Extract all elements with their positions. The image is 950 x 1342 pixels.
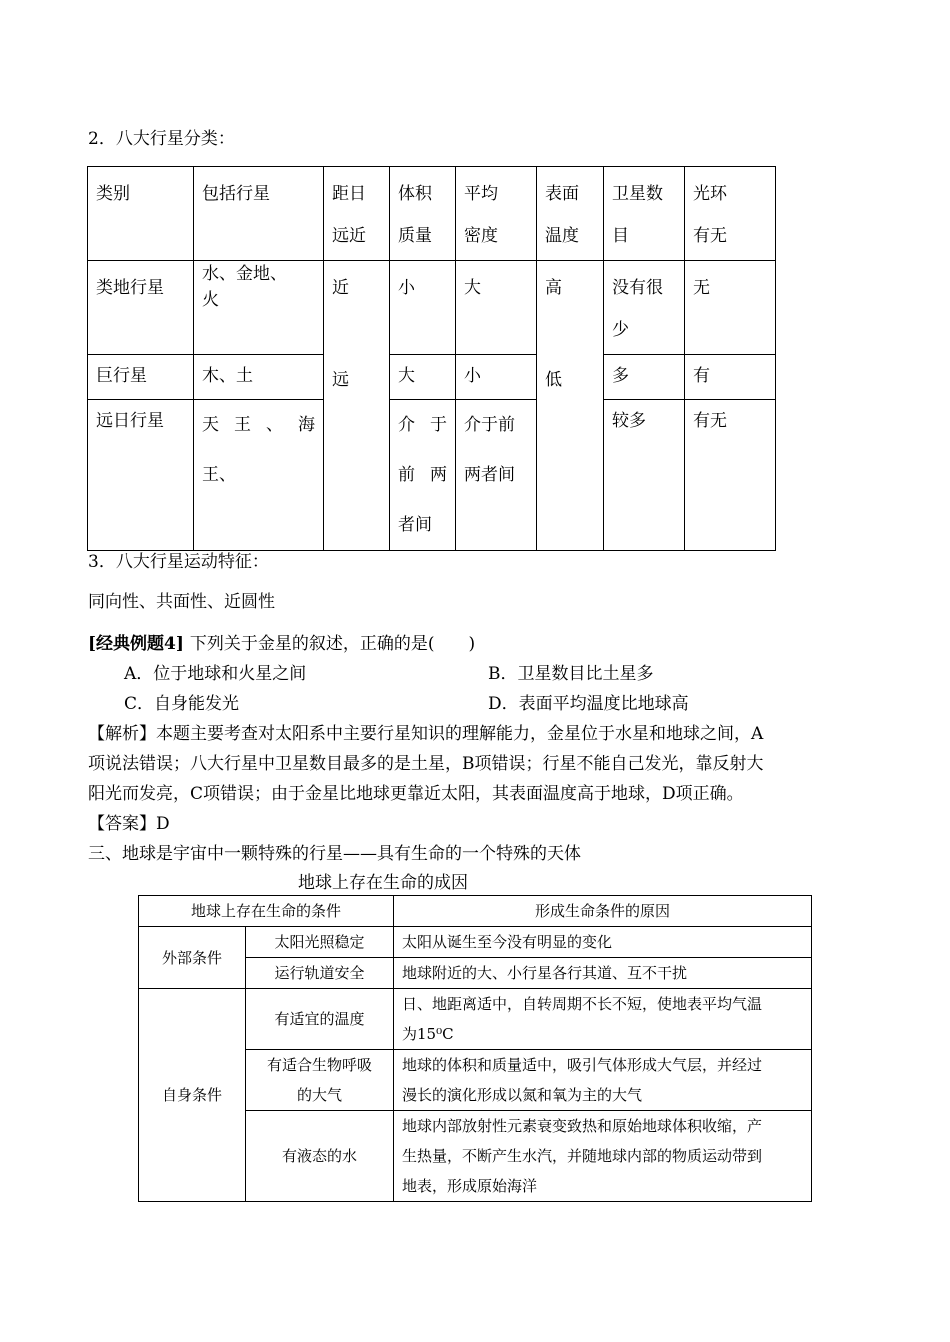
table-row-giant	[88, 355, 776, 400]
header-rings: 光环 有无	[685, 167, 776, 261]
analysis-line-2: 项说法错误；八大行星中卫星数目最多的是土星，B项错误；行星不能自己发光，靠反射大	[88, 754, 764, 774]
reason-cell: 地球的体积和质量适中，吸引气体形成大气层，并经过 漫长的演化形成以氮和氧为主的大气	[394, 1050, 812, 1111]
life-row-sunlight	[139, 927, 812, 958]
cell-planets: 水、金地、 火	[194, 261, 324, 355]
life-table-caption: 地球上存在生命的成因	[298, 873, 468, 893]
header-reasons: 形成生命条件的原因	[394, 896, 812, 927]
option-c: C．自身能发光	[124, 694, 240, 714]
cell-density: 小	[456, 355, 537, 400]
reason-cell: 地球附近的大、小行星各行其道、互不干扰	[394, 958, 812, 989]
analysis-line-3: 阳光而发亮，C项错误；由于金星比地球更靠近太阳，其表面温度高于地球，D项正确。	[88, 784, 744, 804]
cell-volume: 大	[390, 355, 456, 400]
cell-rings: 有	[685, 355, 776, 400]
header-conditions: 地球上存在生命的条件	[139, 896, 394, 927]
reason-cell: 地球内部放射性元素衰变致热和原始地球体积收缩，产 生热量，不断产生水汽，并随地球内部的物质运动带到 地表，形成原始海洋	[394, 1111, 812, 1202]
table-header-row	[88, 167, 776, 261]
header-volume-mass: 体积 质量	[390, 167, 456, 261]
option-a: A．位于地球和火星之间	[124, 664, 307, 684]
condition-cell: 太阳光照稳定	[246, 927, 394, 958]
example-question	[88, 633, 475, 655]
cell-category: 类地行星	[88, 261, 194, 355]
header-density: 平均 密度	[456, 167, 537, 261]
section-3-body: 同向性、共面性、近圆性	[88, 592, 275, 612]
section-2-title: 2．八大行星分类：	[88, 129, 235, 149]
section-three-heading: 三、地球是宇宙中一颗特殊的行星——具有生命的一个特殊的天体	[88, 844, 581, 864]
cell-distance: 近	[324, 261, 390, 355]
external-conditions-label: 外部条件	[139, 927, 246, 989]
life-conditions-table	[138, 895, 812, 1202]
internal-conditions-label: 自身条件	[139, 989, 246, 1202]
cell-density: 介于前 两者间	[456, 400, 537, 551]
header-planets: 包括行星	[194, 167, 324, 261]
cell-satellites: 没有很 少	[604, 261, 685, 355]
header-temperature: 表面 温度	[537, 167, 604, 261]
cell-density: 大	[456, 261, 537, 355]
analysis-line-1: 【解析】本题主要考查对太阳系中主要行星知识的理解能力，金星位于水星和地球之间，A	[88, 724, 764, 744]
life-table-header	[139, 896, 812, 927]
option-b: B．卫星数目比土星多	[488, 664, 654, 684]
cell-satellites: 多	[604, 355, 685, 400]
condition-cell: 有适宜的温度	[246, 989, 394, 1050]
cell-category: 远日行星	[88, 400, 194, 551]
header-category: 类别	[88, 167, 194, 261]
example-question-text: 下列关于金星的叙述，正确的是( )	[189, 634, 476, 654]
header-distance: 距日 远近	[324, 167, 390, 261]
example-label: [经典例题4]	[88, 634, 184, 654]
condition-cell: 有液态的水	[246, 1111, 394, 1202]
cell-volume: 小	[390, 261, 456, 355]
cell-temperature: 低	[537, 355, 604, 400]
condition-cell: 运行轨道安全	[246, 958, 394, 989]
cell-distance	[324, 400, 390, 551]
section-3-title: 3．八大行星运动特征：	[88, 552, 269, 572]
cell-rings: 有无	[685, 400, 776, 551]
option-d: D．表面平均温度比地球高	[488, 694, 689, 714]
cell-category: 巨行星	[88, 355, 194, 400]
cell-planets: 天 王 、 海 王、	[194, 400, 324, 551]
planet-classification-table	[87, 166, 776, 551]
cell-temperature	[537, 400, 604, 551]
cell-planets: 木、土	[194, 355, 324, 400]
cell-satellites: 较多	[604, 400, 685, 551]
cell-volume: 介 于 前 两 者间	[390, 400, 456, 551]
reason-cell: 太阳从诞生至今没有明显的变化	[394, 927, 812, 958]
header-satellites: 卫星数 目	[604, 167, 685, 261]
cell-distance: 远	[324, 355, 390, 400]
table-row-terrestrial	[88, 261, 776, 355]
condition-cell: 有适合生物呼吸 的大气	[246, 1050, 394, 1111]
cell-rings: 无	[685, 261, 776, 355]
answer: 【答案】D	[88, 814, 170, 834]
cell-temperature: 高	[537, 261, 604, 355]
table-row-outer	[88, 400, 776, 551]
reason-cell: 日、地距离适中，自转周期不长不短，使地表平均气温 为15⁰C	[394, 989, 812, 1050]
life-row-temperature	[139, 989, 812, 1050]
